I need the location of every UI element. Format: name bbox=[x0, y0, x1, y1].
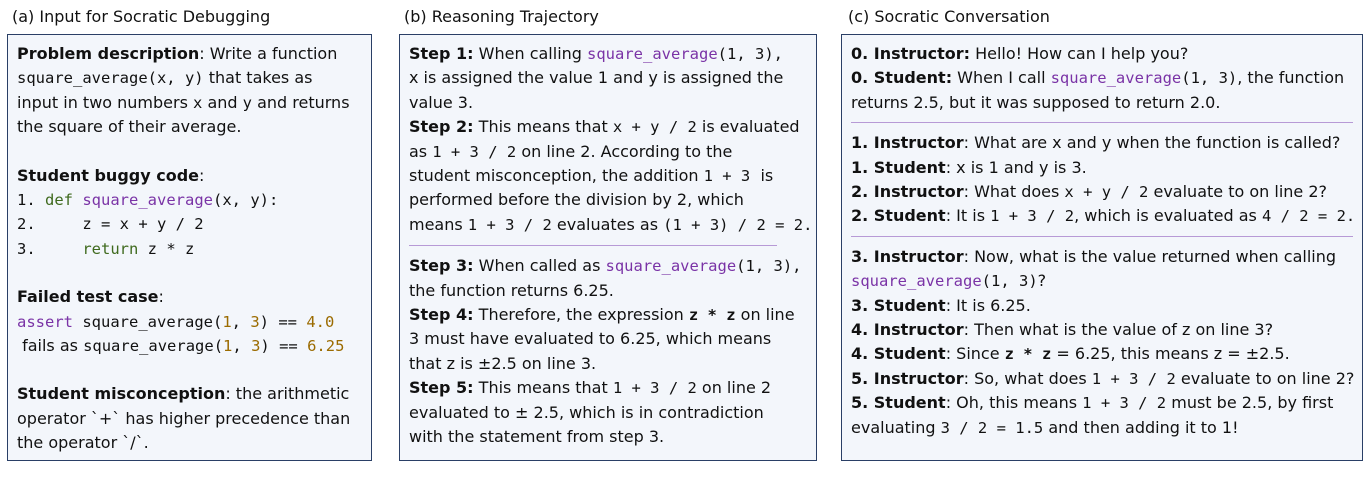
args: (1, 3), bbox=[717, 45, 783, 63]
step-text: on line 2 bbox=[696, 378, 772, 398]
step-label: Step 4: bbox=[409, 305, 474, 325]
step-text: When called as bbox=[473, 256, 606, 276]
function-name: square_average bbox=[587, 45, 718, 63]
turn-text: evaluating bbox=[851, 417, 941, 437]
turn-text: returns 2.5, but it was supposed to return 2.0. bbox=[851, 92, 1221, 112]
divider bbox=[851, 236, 1353, 237]
step-text: is bbox=[750, 166, 774, 186]
step-text: with the statement from step 3. bbox=[409, 427, 665, 447]
colon: : bbox=[199, 165, 205, 185]
args: (1, 3), bbox=[736, 257, 802, 276]
step-text: that z is ±2.5 on line 3. bbox=[409, 353, 597, 373]
turn-text: Hello! How can I help you? bbox=[970, 44, 1189, 63]
reasoning-panel bbox=[399, 34, 817, 461]
misconception-text: operator `+` has higher precedence than bbox=[17, 408, 351, 428]
args: (1, 3) bbox=[981, 272, 1038, 291]
step-text: When calling bbox=[473, 44, 588, 63]
turn-label: 5. Student bbox=[851, 393, 946, 413]
panel-c-title: (c) Socratic Conversation bbox=[848, 7, 1050, 26]
problem-text: : Write a function bbox=[199, 44, 338, 63]
input-panel bbox=[7, 34, 372, 461]
expression: x + y / 2 bbox=[612, 118, 697, 137]
expression: 1 + 3 / 2 bbox=[1082, 394, 1167, 413]
misconception-text: the operator `/`. bbox=[17, 433, 149, 453]
step-text: evaluates as bbox=[551, 214, 664, 234]
problem-text: the square of their average. bbox=[17, 117, 242, 137]
step-text: on line bbox=[735, 305, 795, 325]
args: (1, 3) bbox=[1181, 69, 1238, 88]
turn-label: 4. Student bbox=[851, 344, 946, 364]
problem-label: Problem description bbox=[17, 44, 200, 63]
turn-text: : Since bbox=[945, 344, 1005, 364]
code-line-1: 1. def square_average(x, y): bbox=[17, 191, 279, 210]
code-line-3: 3. return z * z bbox=[17, 239, 195, 258]
turn-label: 0. Instructor: bbox=[851, 44, 970, 63]
turn-label: 4. Instructor bbox=[851, 320, 964, 340]
turn-label: 1. Student bbox=[851, 157, 946, 177]
turn-text: , the function bbox=[1237, 68, 1345, 88]
turn-text: : What are x and y when the function is called? bbox=[963, 133, 1341, 153]
step-text: the function returns 6.25. bbox=[409, 280, 614, 300]
expression: 3 / 2 = 1.5 bbox=[940, 418, 1044, 437]
expression: z * z bbox=[1004, 345, 1052, 364]
expression: 1 + 3 / 2 bbox=[990, 207, 1075, 226]
turn-text: evaluate to on line 2? bbox=[1148, 182, 1327, 202]
step-label: Step 2: bbox=[409, 117, 474, 137]
turn-text: ? bbox=[1037, 271, 1047, 291]
step-text: x is assigned the value 1 and y is assigned the bbox=[409, 68, 784, 88]
turn-text: When I call bbox=[952, 68, 1051, 88]
turn-text: must be 2.5, by first bbox=[1166, 393, 1334, 413]
turn-text: : What does bbox=[963, 182, 1065, 202]
assert-line: assert square_average(1, 3) == 4.0 bbox=[17, 312, 335, 331]
turn-text: : Oh, this means bbox=[945, 393, 1083, 413]
step-text: This means that bbox=[473, 378, 613, 398]
step-text: 3 must have evaluated to 6.25, which means bbox=[409, 329, 772, 349]
turn-text: and then adding it to 1! bbox=[1043, 417, 1239, 437]
fails-line: fails as square_average(1, 3) == 6.25 bbox=[17, 336, 345, 356]
turn-text: = 6.25, this means z = ±2.5. bbox=[1051, 344, 1290, 364]
step-label: Step 1: bbox=[409, 44, 474, 63]
expression: (1 + 3) / 2 = 2. bbox=[663, 215, 813, 234]
step-text: is evaluated bbox=[696, 117, 800, 137]
var-y: y bbox=[242, 93, 252, 112]
divider bbox=[851, 122, 1353, 123]
turn-text: : So, what does bbox=[963, 368, 1092, 388]
step-text: means bbox=[409, 214, 468, 234]
turn-text: : It is 6.25. bbox=[945, 295, 1031, 315]
function-name: square_average bbox=[605, 257, 737, 276]
code-line-2: 2. z = x + y / 2 bbox=[17, 215, 204, 234]
divider bbox=[409, 245, 777, 246]
turn-text: : Then what is the value of z on line 3? bbox=[963, 320, 1274, 340]
turn-text: : Now, what is the value returned when calling bbox=[963, 246, 1337, 266]
misconception-label: Student misconception bbox=[17, 384, 226, 404]
function-name: square_average bbox=[1050, 69, 1182, 88]
step-text: This means that bbox=[473, 117, 613, 137]
problem-text: that takes as bbox=[203, 68, 313, 88]
turn-label: 5. Instructor bbox=[851, 368, 964, 388]
turn-label: 3. Instructor bbox=[851, 246, 964, 266]
turn-text: , which is evaluated as bbox=[1074, 206, 1262, 226]
problem-text: and bbox=[202, 92, 243, 112]
function-signature: square_average(x, y) bbox=[17, 69, 204, 88]
turn-text: : x is 1 and y is 3. bbox=[945, 157, 1087, 177]
step-text: Therefore, the expression bbox=[473, 305, 689, 325]
var-x: x bbox=[193, 93, 203, 112]
expression: 1 + 3 / 2 bbox=[1091, 369, 1176, 388]
turn-label: 2. Student bbox=[851, 206, 946, 226]
panel-a-title: (a) Input for Socratic Debugging bbox=[12, 7, 271, 26]
buggy-code-label: Student buggy code bbox=[17, 165, 200, 185]
turn-label: 0. Student: bbox=[851, 68, 953, 88]
conversation-panel bbox=[841, 34, 1363, 461]
expression: 1 + 3 / 2 bbox=[612, 379, 697, 398]
expression: 1 + 3 / 2 bbox=[432, 142, 517, 161]
step-text: evaluated to ± 2.5, which is in contradiction bbox=[409, 402, 764, 422]
turn-text: evaluate to on line 2? bbox=[1175, 368, 1355, 388]
colon: : bbox=[158, 287, 164, 307]
step-text: performed before the division by 2, which bbox=[409, 190, 744, 210]
turn-text: : It is bbox=[945, 206, 991, 226]
expression: 1 + 3 bbox=[703, 167, 751, 186]
problem-text: input in two numbers bbox=[17, 92, 188, 112]
step-text: value 3. bbox=[409, 92, 474, 112]
misconception-text: : the arithmetic bbox=[225, 384, 350, 404]
step-text: student misconception, the addition bbox=[409, 166, 704, 186]
step-label: Step 5: bbox=[409, 378, 474, 398]
expression: z * z bbox=[688, 306, 736, 325]
expression: x + y / 2 bbox=[1064, 183, 1149, 202]
step-text: on line 2. According to the bbox=[516, 141, 733, 161]
step-label: Step 3: bbox=[409, 256, 474, 276]
function-name: square_average bbox=[851, 272, 982, 291]
failed-test-label: Failed test case bbox=[17, 287, 159, 307]
problem-text: and returns bbox=[252, 92, 350, 112]
expression: 1 + 3 / 2 bbox=[467, 215, 552, 234]
turn-label: 2. Instructor bbox=[851, 182, 964, 202]
panel-b-title: (b) Reasoning Trajectory bbox=[404, 7, 599, 26]
expression: 4 / 2 = 2. bbox=[1261, 207, 1356, 226]
step-text: as bbox=[409, 141, 433, 161]
turn-label: 3. Student bbox=[851, 295, 946, 315]
turn-label: 1. Instructor bbox=[851, 133, 964, 153]
